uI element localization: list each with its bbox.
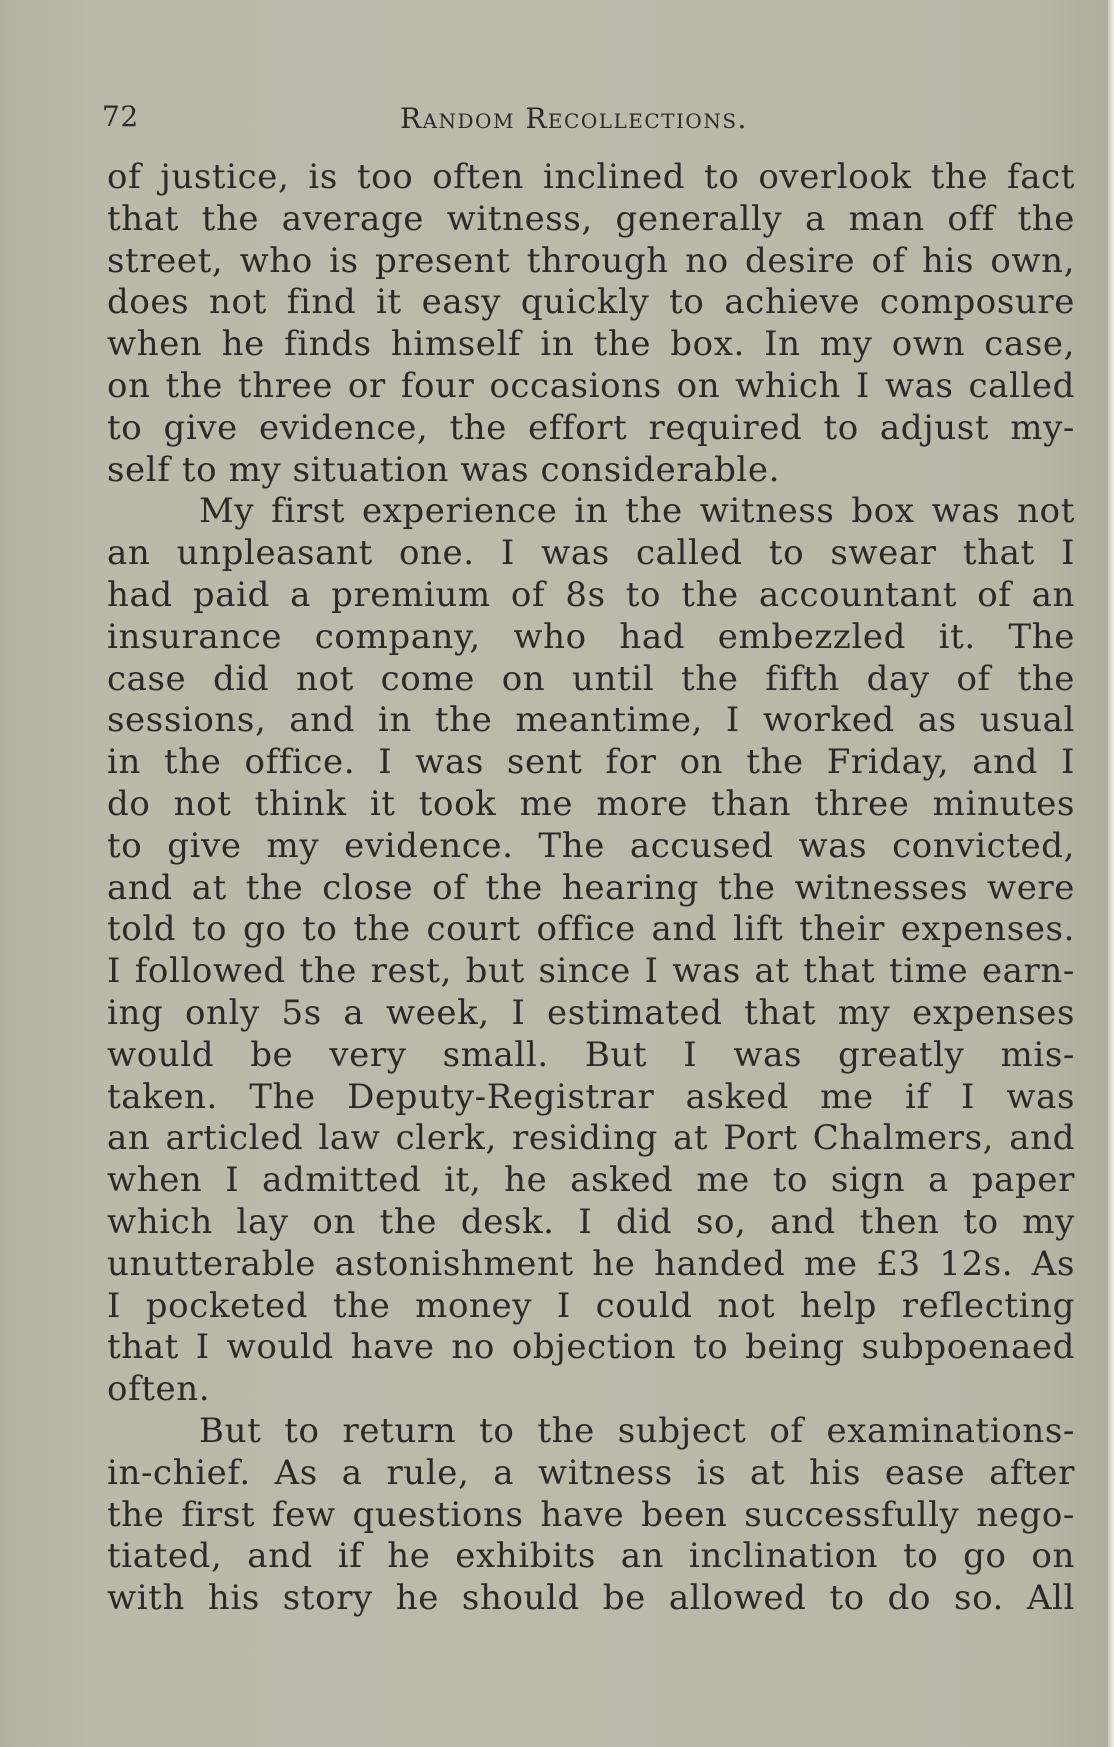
- text-line: street, who is present through no desire of his own,: [107, 240, 1075, 281]
- text-line: taken. The Deputy-Registrar asked me if I was: [107, 1076, 1075, 1117]
- text-line: But to return to the subject of examinations-: [199, 1410, 1075, 1451]
- text-line: to give my evidence. The accused was convicted,: [107, 825, 1075, 866]
- text-line: I followed the rest, but since I was at that time earn-: [107, 951, 1075, 992]
- text-line: of justice, is too often inclined to overlook the fact: [107, 157, 1075, 197]
- text-line: insurance company, who had embezzled it. The: [107, 616, 1075, 657]
- page-number: 72: [102, 100, 139, 133]
- text-line: case did not come on until the fifth day of the: [107, 658, 1075, 699]
- text-line: often.: [107, 1369, 211, 1410]
- text-line: in-chief. As a rule, a witness is at his ease after: [107, 1452, 1075, 1493]
- text-line: and at the close of the hearing the witnesses were: [107, 867, 1075, 908]
- page-edge: [1108, 0, 1114, 1747]
- text-line: told to go to the court office and lift their expenses.: [107, 909, 1075, 950]
- text-line: that I would have no objection to being subpoenaed: [107, 1327, 1075, 1368]
- text-line: does not find it easy quickly to achieve composure: [107, 282, 1075, 323]
- text-line: unutterable astonishment he handed me £3 12s. As: [107, 1243, 1075, 1284]
- text-line: that the average witness, generally a man off the: [107, 198, 1075, 239]
- text-line: the first few questions have been successfully nego-: [107, 1494, 1075, 1535]
- running-head: [100, 100, 1060, 140]
- text-line: sessions, and in the meantime, I worked as usual: [107, 700, 1075, 741]
- text-line: on the three or four occasions on which I was called: [107, 365, 1075, 406]
- text-line: when I admitted it, he asked me to sign a paper: [107, 1160, 1075, 1201]
- running-title: Random Recollections.: [400, 102, 748, 135]
- text-line: an unpleasant one. I was called to swear that I: [107, 533, 1075, 574]
- text-line: My first experience in the witness box was not: [199, 491, 1075, 532]
- text-line: would be very small. But I was greatly mis-: [107, 1034, 1075, 1075]
- text-line: which lay on the desk. I did so, and then to my: [107, 1201, 1075, 1242]
- text-line: self to my situation was considerable.: [107, 449, 781, 490]
- text-line: when he finds himself in the box. In my own case,: [107, 324, 1075, 365]
- text-line: in the office. I was sent for on the Friday, and I: [107, 742, 1075, 783]
- text-line: I pocketed the money I could not help reflecting: [107, 1285, 1075, 1326]
- text-line: to give evidence, the effort required to adjust my-: [107, 407, 1075, 448]
- text-line: an articled law clerk, residing at Port Chalmers, and: [107, 1118, 1075, 1159]
- text-line: do not think it took me more than three minutes: [107, 783, 1075, 824]
- text-line: with his story he should be allowed to do so. All: [107, 1578, 1075, 1619]
- text-line: tiated, and if he exhibits an inclination to go on: [107, 1536, 1075, 1577]
- text-line: had paid a premium of 8s to the accountant of an: [107, 574, 1075, 615]
- body-text: [107, 157, 1075, 1620]
- text-line: ing only 5s a week, I estimated that my expenses: [107, 992, 1075, 1033]
